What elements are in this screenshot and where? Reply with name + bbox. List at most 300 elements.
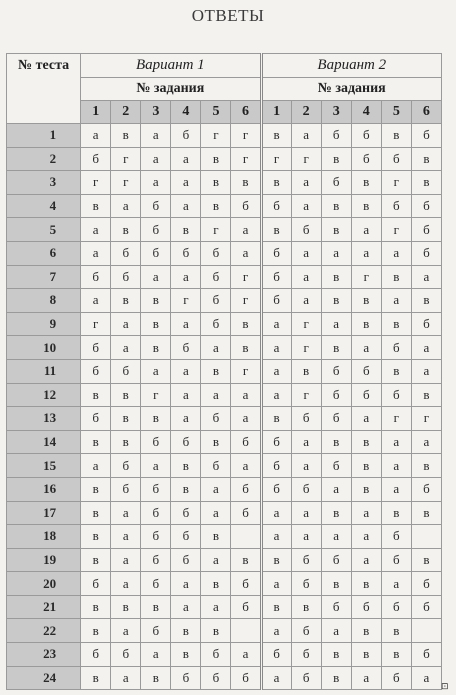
answer-cell: а [381,241,411,265]
answer-cell: в [321,666,351,690]
answer-cell: а [411,336,441,360]
answer-cell: в [231,171,261,195]
answer-cell: в [351,312,381,336]
table-row [7,359,442,383]
answer-cell: г [231,289,261,313]
answer-cell: в [411,147,441,171]
answer-cell: б [201,407,231,431]
answer-cell: б [201,643,231,667]
task-number-v1-3: 3 [141,101,171,124]
answer-cell: а [171,265,201,289]
answer-cell: г [81,312,111,336]
answer-cell: б [411,477,441,501]
answer-cell: в [261,124,291,148]
table-row [7,643,442,667]
table-row [7,241,442,265]
answer-cell: а [171,194,201,218]
task-number-v1-1: 1 [81,101,111,124]
answer-cell: в [411,548,441,572]
answer-cell: в [351,454,381,478]
answer-cell: а [171,572,201,596]
answer-cell: а [411,359,441,383]
table-row [7,312,442,336]
answer-cell: а [201,501,231,525]
answer-cell [231,619,261,643]
answer-cell: б [321,124,351,148]
page-title: ОТВЕТЫ [191,6,265,25]
answer-cell: а [171,147,201,171]
answer-cell: а [111,336,141,360]
answer-cell: а [321,241,351,265]
test-number-cell: 13 [7,407,81,431]
answer-cell: б [411,572,441,596]
answer-cell: а [231,218,261,242]
answer-cell: б [171,124,201,148]
answer-cell: а [201,383,231,407]
answer-cell: в [381,312,411,336]
resize-corner-icon: ⊡ [441,682,449,692]
answer-cell: б [381,194,411,218]
answer-cell: б [261,289,291,313]
answer-cell: а [141,359,171,383]
answer-cell: б [81,407,111,431]
answer-cell: в [351,643,381,667]
answer-cell: в [411,501,441,525]
table-row [7,289,442,313]
answer-cell: б [261,477,291,501]
answer-cell: в [291,359,321,383]
answer-cell: в [201,572,231,596]
answer-cell: б [291,619,321,643]
answer-cell: б [141,572,171,596]
answer-cell: а [351,218,381,242]
answer-cell: б [261,430,291,454]
answer-cell: в [411,383,441,407]
answer-cell: а [321,619,351,643]
answer-cell: б [171,525,201,549]
answer-cell: а [321,312,351,336]
answer-cell: б [141,194,171,218]
answer-cell: б [111,359,141,383]
answer-cell: в [111,407,141,431]
answer-cell: б [321,595,351,619]
answer-cell: в [411,289,441,313]
answer-cell: а [171,359,201,383]
answer-cell: б [381,525,411,549]
answer-cell: в [81,525,111,549]
table-row [7,218,442,242]
answer-cell: а [231,454,261,478]
answer-cell: а [141,147,171,171]
answer-cell: а [81,289,111,313]
table-row [7,194,442,218]
answer-cell: а [141,124,171,148]
answer-cell: г [231,124,261,148]
answer-cell: б [411,643,441,667]
answer-cell: в [111,218,141,242]
answer-cell: б [171,336,201,360]
task-number-v1-6: 6 [231,101,261,124]
test-number-cell: 20 [7,572,81,596]
answer-cell: б [201,289,231,313]
answer-cell: а [111,312,141,336]
answer-cell: б [201,666,231,690]
answer-cell: а [111,619,141,643]
answer-cell: а [411,430,441,454]
answer-cell: в [171,218,201,242]
answer-cell: б [81,336,111,360]
answer-cell: а [171,383,201,407]
answer-cell: б [201,265,231,289]
answer-cell: а [171,595,201,619]
answer-cell: г [111,171,141,195]
answer-cell: а [261,572,291,596]
answer-cell: а [291,430,321,454]
task-number-v2-4: 4 [351,101,381,124]
answer-cell: в [321,265,351,289]
table-row [7,572,442,596]
answer-cell: б [351,359,381,383]
test-number-cell: 15 [7,454,81,478]
answer-cell: а [351,666,381,690]
test-number-cell: 5 [7,218,81,242]
answer-cell: а [201,336,231,360]
answer-cell: в [321,501,351,525]
answer-cell: в [81,501,111,525]
test-number-cell: 23 [7,643,81,667]
answer-cell: в [321,643,351,667]
answer-cell: б [141,218,171,242]
table-row [7,454,442,478]
answer-cell: б [231,666,261,690]
answer-cell: б [381,595,411,619]
answer-cell: б [141,477,171,501]
answer-cell: б [231,572,261,596]
test-number-cell: 14 [7,430,81,454]
answer-cell: г [381,407,411,431]
answer-cell: в [351,194,381,218]
answer-cell: а [321,477,351,501]
answer-cell: б [231,430,261,454]
answer-cell: в [141,407,171,431]
answer-cell: в [381,619,411,643]
answer-cell: а [291,525,321,549]
answer-cell: в [381,265,411,289]
answer-cell: а [261,312,291,336]
answer-cell: б [381,147,411,171]
task-number-v1-4: 4 [171,101,201,124]
answer-cell: а [351,241,381,265]
answer-cell: а [261,619,291,643]
answer-cell: г [201,124,231,148]
answer-cell: в [171,454,201,478]
answer-cell: а [381,572,411,596]
answer-cell: а [291,289,321,313]
answer-cell: в [171,477,201,501]
answer-cell: б [381,548,411,572]
test-number-cell: 3 [7,171,81,195]
answer-cell: в [351,572,381,596]
answer-cell: а [291,454,321,478]
answer-cell: г [231,265,261,289]
answer-cell: а [291,124,321,148]
answer-cell: б [231,595,261,619]
test-number-cell: 11 [7,359,81,383]
answer-cell: б [291,407,321,431]
answer-cell: в [321,289,351,313]
answer-cell: в [351,619,381,643]
answer-cell: г [291,383,321,407]
answer-cell: а [411,666,441,690]
answer-cell: б [111,265,141,289]
answer-cell: г [261,147,291,171]
answer-cell: а [201,548,231,572]
answer-cell: в [411,171,441,195]
answer-cell: а [201,477,231,501]
answer-cell: г [381,171,411,195]
answer-cell: б [141,241,171,265]
answer-cell: г [291,336,321,360]
test-number-cell: 21 [7,595,81,619]
answer-cell: б [291,548,321,572]
answer-cell: в [201,171,231,195]
variant2-header: Вариант 2 [261,54,441,78]
table-row [7,548,442,572]
answer-cell: а [201,595,231,619]
test-number-cell: 1 [7,124,81,148]
answer-cell: в [81,595,111,619]
answer-cell: в [81,666,111,690]
table-row [7,336,442,360]
answer-cell: б [411,124,441,148]
variant1-task-label: № задания [81,78,261,101]
answer-cell: в [261,407,291,431]
answer-cell: в [321,572,351,596]
answer-cell: а [291,171,321,195]
test-number-cell: 19 [7,548,81,572]
answer-cell: б [261,643,291,667]
answer-cell: в [201,525,231,549]
answers-table [6,53,442,690]
answer-cell: б [171,548,201,572]
task-number-v2-2: 2 [291,101,321,124]
answer-cell: в [261,218,291,242]
answer-cell: а [81,454,111,478]
answer-cell: в [111,124,141,148]
answer-cell: а [141,454,171,478]
answer-cell: в [201,619,231,643]
answer-cell: б [171,501,201,525]
answer-cell: а [261,525,291,549]
test-number-header: № теста [7,54,81,124]
answer-cell: а [351,525,381,549]
answer-cell: в [261,171,291,195]
answer-cell: в [81,383,111,407]
answer-cell: г [111,147,141,171]
answer-cell: а [381,477,411,501]
answer-cell: в [201,147,231,171]
answer-cell: г [171,289,201,313]
answer-cell: в [141,289,171,313]
answer-cell: б [201,454,231,478]
answer-cell: б [111,477,141,501]
answer-cell: б [411,595,441,619]
task-number-v2-6: 6 [411,101,441,124]
answer-cell: а [111,501,141,525]
answer-cell: б [351,595,381,619]
answer-cell: а [351,407,381,431]
answer-cell: б [381,666,411,690]
answer-cell: а [291,501,321,525]
answer-cell: в [201,430,231,454]
answer-cell: а [381,454,411,478]
table-row [7,525,442,549]
table-row [7,265,442,289]
answer-cell: б [291,666,321,690]
answer-cell: а [291,241,321,265]
answer-cell: в [81,548,111,572]
answer-cell: б [81,147,111,171]
test-number-cell: 17 [7,501,81,525]
answer-cell: в [291,595,321,619]
answer-cell: г [141,383,171,407]
answer-cell: г [291,147,321,171]
answer-cell: г [411,407,441,431]
answer-cell: б [261,265,291,289]
test-number-cell: 10 [7,336,81,360]
table-row [7,619,442,643]
answer-cell [411,525,441,549]
table-row [7,501,442,525]
answer-cell: б [321,548,351,572]
variant2-task-label: № задания [261,78,441,101]
answer-cell: а [231,383,261,407]
test-number-cell: 2 [7,147,81,171]
answer-cell: а [111,666,141,690]
answer-cell: в [261,595,291,619]
answer-cell: в [111,289,141,313]
answer-cell: б [411,241,441,265]
answer-cell: б [81,572,111,596]
answer-cell: а [111,194,141,218]
test-number-cell: 4 [7,194,81,218]
task-number-v1-5: 5 [201,101,231,124]
answer-cell: г [381,218,411,242]
answer-cell: а [351,548,381,572]
answer-cell: б [351,124,381,148]
task-number-v2-5: 5 [381,101,411,124]
answer-cell: в [201,194,231,218]
answer-cell: в [141,312,171,336]
answer-cell: б [81,643,111,667]
answer-cell: б [111,454,141,478]
answer-cell: б [321,383,351,407]
answer-cell: б [231,477,261,501]
answer-cell: г [201,218,231,242]
answer-cell: в [141,666,171,690]
answer-cell: б [171,430,201,454]
answer-cell: б [141,548,171,572]
answer-cell: в [111,430,141,454]
answer-cell: б [321,359,351,383]
answer-cell: б [291,218,321,242]
answer-cell: а [81,241,111,265]
answer-cell: в [141,336,171,360]
answer-cell: а [171,407,201,431]
table-row [7,430,442,454]
test-number-cell: 24 [7,666,81,690]
answer-cell: б [141,430,171,454]
answer-cell: а [81,218,111,242]
answer-cell: б [81,265,111,289]
test-number-cell: 16 [7,477,81,501]
answer-cell: в [231,336,261,360]
answer-cell: а [231,643,261,667]
answer-cell: в [411,454,441,478]
test-number-cell: 18 [7,525,81,549]
answer-cell: а [261,336,291,360]
answer-cell: б [321,171,351,195]
answer-cell: в [261,548,291,572]
answer-cell: а [111,572,141,596]
table-row [7,595,442,619]
answer-cell: а [261,359,291,383]
answer-cell: в [321,147,351,171]
answer-cell: а [171,171,201,195]
table-row [7,407,442,431]
answer-cell: б [141,619,171,643]
task-number-v1-2: 2 [111,101,141,124]
table-row [7,147,442,171]
answer-cell: г [351,265,381,289]
answer-cell: а [381,289,411,313]
answer-cell: б [321,454,351,478]
answer-cell: в [381,124,411,148]
answer-cell: б [201,312,231,336]
answer-cell: а [261,501,291,525]
answer-cell: в [321,336,351,360]
answer-cell [411,619,441,643]
task-number-v2-1: 1 [261,101,291,124]
answer-cell: в [81,194,111,218]
answer-cell: в [321,218,351,242]
answer-cell: б [261,194,291,218]
answer-cell: в [171,643,201,667]
answer-cell: а [231,241,261,265]
answer-cell: а [291,194,321,218]
answer-cell: а [291,265,321,289]
answer-cell: б [351,383,381,407]
answer-cell: в [81,430,111,454]
test-number-cell: 6 [7,241,81,265]
answer-cell: г [81,171,111,195]
answer-cell: а [381,430,411,454]
answer-cell: в [141,595,171,619]
answer-cell: б [291,477,321,501]
answer-cell: в [351,289,381,313]
answer-cell: б [111,241,141,265]
test-number-cell: 22 [7,619,81,643]
answer-cell: г [291,312,321,336]
answer-cell: а [321,525,351,549]
answer-cell: а [111,548,141,572]
answer-cell: б [81,359,111,383]
answer-cell: б [411,194,441,218]
answer-cell: в [351,477,381,501]
answer-cell: а [351,336,381,360]
answer-cell: а [141,265,171,289]
test-number-cell: 8 [7,289,81,313]
